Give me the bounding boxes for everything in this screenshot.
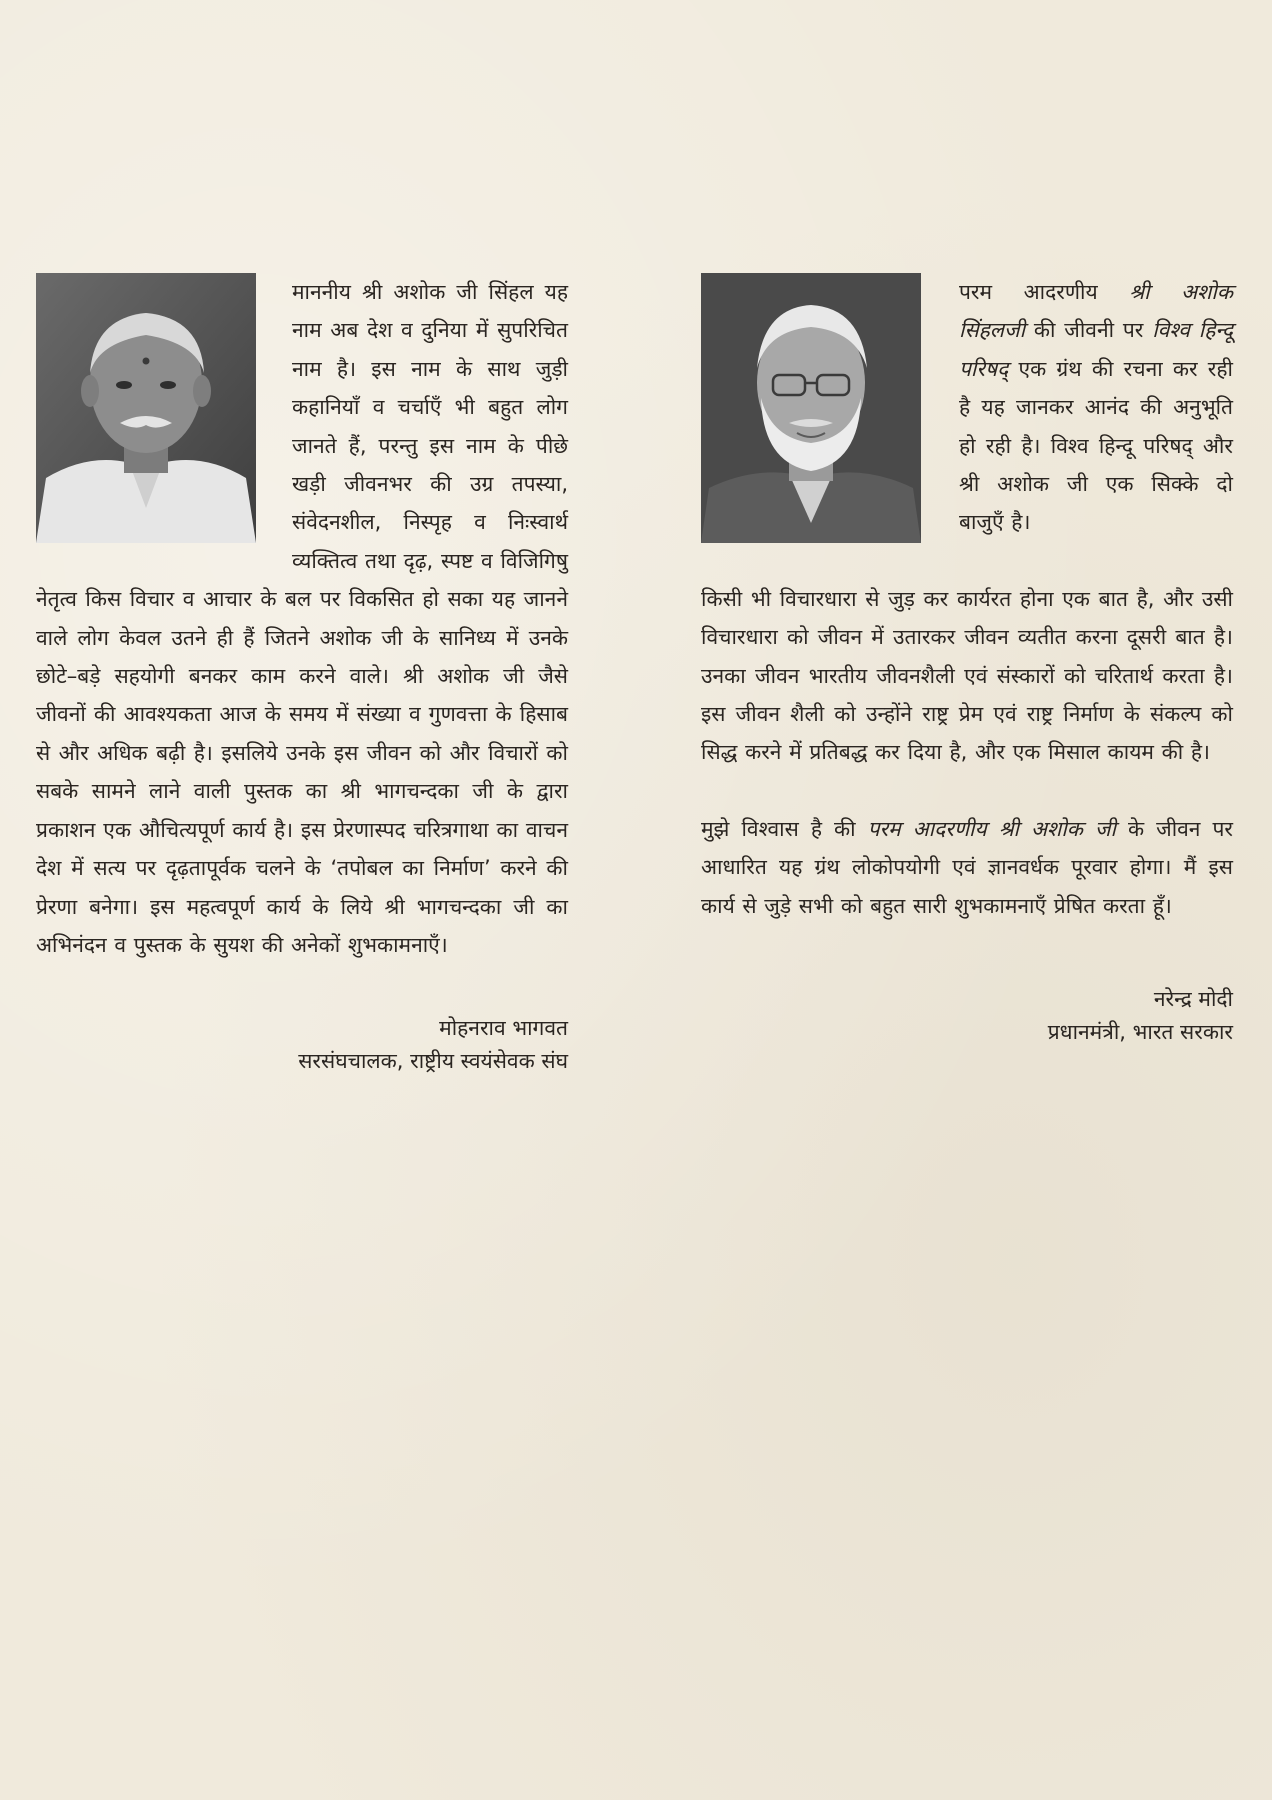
signature-title: सरसंघचालक, राष्ट्रीय स्वयंसेवक संघ <box>298 1049 568 1074</box>
right-signature <box>701 983 1233 1049</box>
right-message <box>701 273 1233 1049</box>
p1-part-b: श्री अशोक सिंहलजी <box>959 280 1234 343</box>
left-paragraph: माननीय श्री अशोक जी सिंहल यह नाम अब देश व दुनिया में सुपरिचित नाम है। इस नाम के साथ जुड़ी कहानियाँ व चर्चाएँ भी बहुत लोग जानते हैं, परन्तु इस नाम के पीछे खड़ी जीवनभर की उग्र तपस्या, संवेदनशील, निस्पृह व निःस्वार्थ व्यक्तित्व तथा दृढ़, स्पष्ट व विजिगिषु नेतृत्व किस विचार व आचार के बल पर विकसित हो सका यह जानने वाले लोग केवल उतने ही हैं जितने अशोक जी के सानिध्य में उनके छोटे–बड़े सहयोगी बनकर काम करने वाले। श्री अशोक जी जैसे जीवनों की आवश्यकता आज के समय में संख्या व गुणवत्ता के हिसाब से और अधिक बढ़ी है। इसलिये उनके इस जीवन को और विचारों को सबके सामने लाने वाली पुस्तक का श्री भागचन्दका जी के द्वारा प्रकाशन एक औचित्यपूर्ण कार्य है। इस प्रेरणास्पद चरित्रगाथा का वाचन देश में सत्य पर दृढ़तापूर्वक चलने के ‘तपोबल का निर्माण’ करने की प्रेरणा बनेगा। इस महत्वपूर्ण कार्य के लिये श्री भागचन्दका जी का अभिनंदन व पुस्तक के सुयश की अनेकों शुभकामनाएँ। <box>36 280 568 957</box>
portrait-photo-left <box>36 273 256 543</box>
p1-part-d: विश्व हिन्दू परिषद् <box>959 318 1234 381</box>
left-message <box>36 273 568 1078</box>
right-paragraph-2: किसी भी विचारधारा से जुड़ कर कार्यरत होना एक बात है, और उसी विचारधारा को जीवन में उतारकर जीवन व्यतीत करना दूसरी बात है। उनका जीवन भारतीय जीवनशैली एवं संस्कारों को चरितार्थ करता है। इस जीवन शैली को उन्होंने राष्ट्र प्रेम एवं राष्ट्र निर्माण के संकल्प को सिद्ध करने में प्रतिबद्ध कर दिया है, और एक मिसाल कायम की है। <box>701 586 1233 765</box>
p1-part-c: की जीवनी पर <box>1025 318 1153 343</box>
p3-part-b: परम आदरणीय श्री अशोक जी <box>867 816 1116 841</box>
p3-part-c: के जीवन पर आधारित यह ग्रंथ लोकोपयोगी एवं ज्ञानवर्धक पूरवार होगा। मैं इस कार्य से जुड़े सभी को बहुत सारी शुभकामनाएँ प्रेषित करता हूँ। <box>701 816 1233 918</box>
right-paragraph-3 <box>701 810 1233 925</box>
portrait-photo-right <box>701 273 921 543</box>
p3-part-a: मुझे विश्वास है की <box>701 816 868 841</box>
signature-name: मोहनराव भागवत <box>439 1016 568 1041</box>
p1-part-e: एक ग्रंथ की रचना कर रही है यह जानकर आनंद की अनुभूति हो रही है। विश्व हिन्दू परिषद् और श्री अशोक जी एक सिक्के दो बाजुएँ है। <box>959 356 1233 535</box>
left-signature <box>36 1012 568 1078</box>
p1-part-a: परम आदरणीय <box>959 280 1130 304</box>
signature-title: प्रधानमंत्री, भारत सरकार <box>1047 1020 1233 1045</box>
signature-name: नरेन्द्र मोदी <box>1153 987 1233 1012</box>
